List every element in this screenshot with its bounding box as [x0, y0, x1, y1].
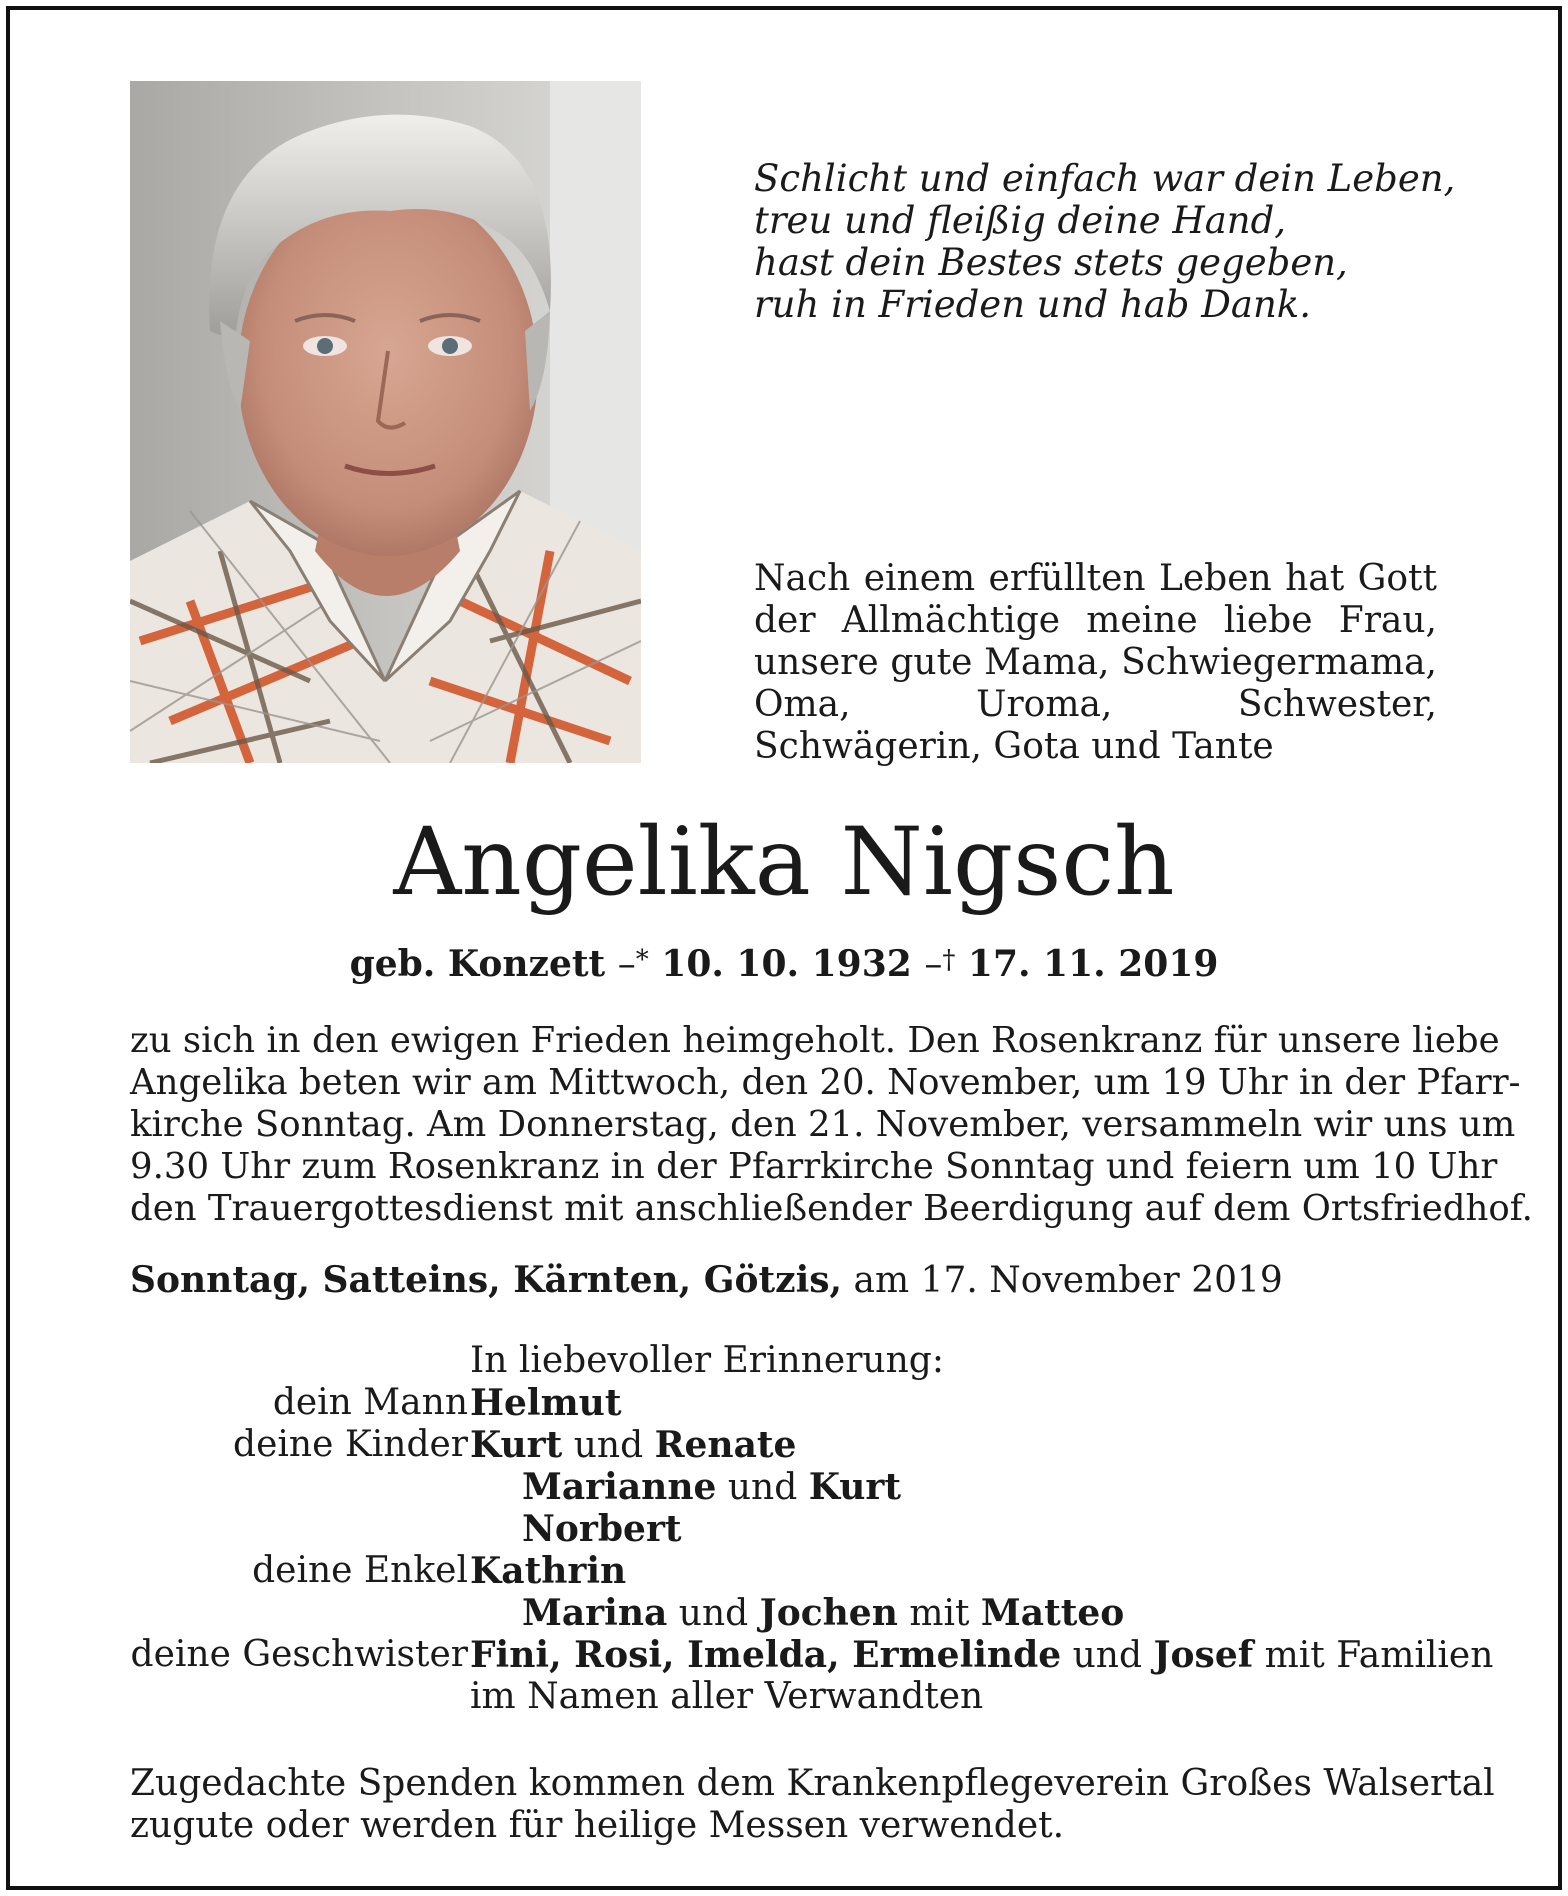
mourner-name: Helmut — [470, 1382, 622, 1424]
deceased-name: Angelika Nigsch — [393, 808, 1175, 917]
maiden-name: geb. Konzett — [349, 943, 606, 985]
birth-date: 10. 10. 1932 — [661, 943, 912, 985]
mourner-name: Marina — [522, 1592, 668, 1634]
mourner-row — [0, 1592, 1568, 1634]
body-line: kirche Sonntag. Am Donnerstag, den 21. November, versammeln wir uns um — [130, 1104, 1516, 1145]
mourner-row — [0, 1382, 1568, 1424]
life-dates — [0, 938, 1568, 987]
body-line: Angelika beten wir am Mittwoch, den 20. November, um 19 Uhr in der Pfarr- — [130, 1062, 1521, 1103]
death-symbol: † — [942, 945, 956, 975]
mourner-row — [0, 1508, 1568, 1550]
place-locations: Sonntag, Satteins, Kärnten, Götzis, — [130, 1259, 843, 1301]
dash: – — [924, 944, 943, 985]
relation-label: deine Geschwister — [130, 1634, 468, 1675]
mourner-row — [0, 1424, 1568, 1466]
mourner-name: Kathrin — [470, 1550, 627, 1592]
relation-label: dein Mann — [272, 1382, 468, 1423]
mourner-name: Kurt — [808, 1466, 902, 1508]
place-date-text: am 17. November 2019 — [853, 1260, 1283, 1301]
mourner-row — [0, 1634, 1568, 1676]
donation-line: Zugedachte Spenden kommen dem Krankenpflegeverein Großes Walsertal — [130, 1763, 1495, 1804]
mourner-name: Matteo — [980, 1592, 1125, 1634]
mourner-row — [0, 1676, 1568, 1718]
funeral-details — [130, 1020, 1533, 1230]
poem-line: ruh in Frieden und hab Dank. — [754, 283, 1311, 326]
connector: und — [727, 1467, 798, 1508]
mourner-name: Josef — [1153, 1634, 1254, 1676]
connector: und — [678, 1593, 749, 1634]
connector: und — [573, 1425, 644, 1466]
mourners-heading: In liebevoller Erinnerung: — [470, 1340, 944, 1381]
poem-line: Schlicht und einfach war dein Leben, — [754, 157, 1456, 200]
poem-line: treu und fleißig deine Hand, — [754, 199, 1287, 242]
mourner-name: Renate — [654, 1424, 797, 1466]
relatives-note: im Namen aller Verwandten — [470, 1676, 984, 1717]
mourner-name: Norbert — [522, 1508, 682, 1550]
death-date: 17. 11. 2019 — [967, 943, 1219, 985]
poem — [754, 158, 1454, 326]
mourner-row — [0, 1466, 1568, 1508]
relation-label: deine Enkel — [252, 1550, 468, 1591]
mourner-row — [0, 1550, 1568, 1592]
donation-note — [130, 1763, 1495, 1847]
connector: und — [1072, 1635, 1143, 1676]
body-line: 9.30 Uhr zum Rosenkranz in der Pfarrkirche Sonntag und feiern um 10 Uhr — [130, 1146, 1498, 1187]
birth-symbol: * — [635, 945, 649, 975]
mourner-name: Marianne — [522, 1466, 717, 1508]
dash: – — [617, 944, 636, 985]
mourner-name: Kurt — [470, 1424, 563, 1466]
portrait-photo — [130, 81, 641, 763]
poem-line: hast dein Bestes stets gegeben, — [754, 241, 1348, 284]
body-line: den Trauergottesdienst mit anschließender Beerdigung auf dem Ortsfriedhof. — [130, 1188, 1533, 1229]
connector: mit Familien — [1264, 1635, 1494, 1676]
intro-text: Nach einem erfüllten Leben hat Gott der Allmächtige meine liebe Frau, unsere gute Mama, Schwiegermama, Oma, Uroma, Schwester, Schwägerin, Gota und Tante — [754, 558, 1437, 767]
mourner-name: Jochen — [759, 1592, 898, 1634]
place-date — [130, 1258, 1437, 1303]
donation-line: zugute oder werden für heilige Messen verwendet. — [130, 1805, 1065, 1846]
relation-label: deine Kinder — [233, 1424, 468, 1465]
mourner-name: Fini, Rosi, Imelda, Ermelinde — [470, 1634, 1062, 1676]
connector: mit — [909, 1593, 970, 1634]
body-line: zu sich in den ewigen Frieden heimgeholt. Den Rosenkranz für unsere liebe — [130, 1020, 1500, 1061]
